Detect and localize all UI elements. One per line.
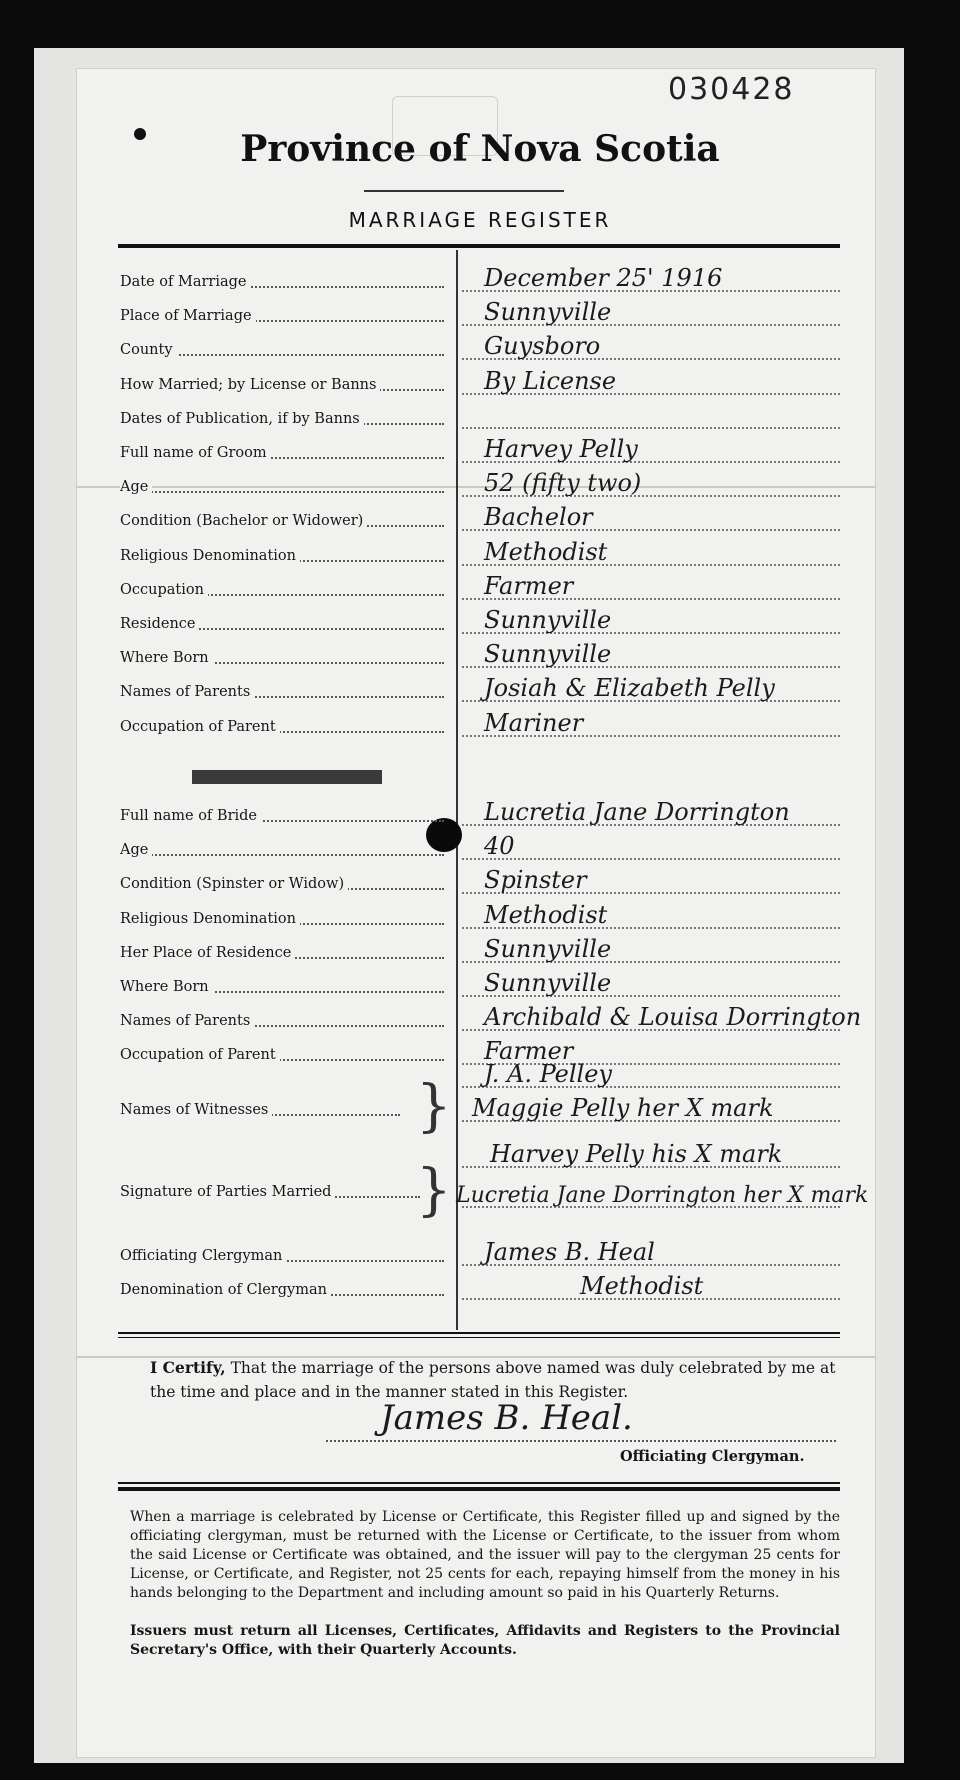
- certify-body: That the marriage of the persons above named was duly celebrated by me at the time and place and in the manner stated in this Register.: [150, 1359, 836, 1401]
- section-divider: [118, 1337, 840, 1338]
- field-label: Full name of Groom: [120, 445, 271, 461]
- field-value: Maggie Pelly her X mark: [472, 1094, 774, 1122]
- field-label: Residence: [120, 616, 199, 632]
- title-divider: [364, 190, 564, 192]
- field-row: [120, 366, 850, 399]
- field-value: Sunnyville: [484, 298, 612, 327]
- field-value: Methodist: [484, 900, 608, 929]
- field-value: Farmer: [484, 1037, 574, 1066]
- field-label: Occupation of Parent: [120, 719, 280, 735]
- field-value: December 25' 1916: [484, 264, 723, 292]
- field-value: Spinster: [484, 866, 587, 895]
- field-value: J. A. Pelley: [484, 1060, 612, 1088]
- field-row: [120, 971, 850, 1001]
- clergy-signature: James B. Heal.: [380, 1398, 633, 1438]
- field-label: Where Born: [120, 650, 213, 666]
- field-label: Occupation of Parent: [120, 1047, 280, 1063]
- field-row: [120, 934, 850, 967]
- field-label: Religious Denomination: [120, 548, 300, 564]
- field-label: County: [120, 342, 177, 358]
- field-row: [120, 676, 850, 706]
- certify-lead: I Certify,: [150, 1358, 226, 1377]
- field-row: [120, 334, 850, 364]
- field-row: [120, 571, 850, 604]
- field-row: [120, 505, 850, 535]
- field-value: 52 (fifty two): [484, 469, 642, 498]
- field-label: Occupation: [120, 582, 208, 598]
- footer-divider: [118, 1487, 840, 1491]
- field-clergy-denomination: [120, 1274, 850, 1304]
- header-divider: [118, 244, 840, 248]
- bride-section-bar: [192, 770, 382, 784]
- value-leader: [462, 427, 840, 429]
- field-value: Sunnyville: [484, 934, 612, 963]
- field-label: How Married; by License or Banns: [120, 377, 380, 393]
- page-title: Province of Nova Scotia: [240, 128, 720, 170]
- field-row: [120, 834, 850, 864]
- serial-number: 030428: [668, 72, 795, 107]
- field-value: Mariner: [484, 708, 584, 737]
- field-label: Age: [120, 479, 152, 495]
- field-value: Bachelor: [484, 503, 593, 532]
- field-row: [120, 403, 850, 433]
- certification-text: [150, 1356, 850, 1404]
- field-label: Condition (Spinster or Widow): [120, 876, 348, 892]
- label-leader: [120, 854, 444, 856]
- field-label: Where Born: [120, 979, 213, 995]
- label-leader: [120, 491, 444, 493]
- field-value: Harvey Pelly: [484, 435, 638, 463]
- field-row: [120, 900, 850, 933]
- field-row: [120, 300, 850, 330]
- field-row: [120, 266, 850, 296]
- field-row: [120, 608, 850, 638]
- footer-divider: [118, 1482, 840, 1484]
- field-row: [120, 800, 850, 830]
- field-value: Archibald & Louisa Dorrington: [484, 1003, 862, 1032]
- field-value: 40: [484, 832, 515, 861]
- field-label: Full name of Bride: [120, 808, 261, 824]
- field-value: Methodist: [484, 537, 608, 566]
- brace: }: [416, 1074, 452, 1139]
- field-row: [120, 1003, 862, 1035]
- field-value: Sunnyville: [484, 640, 612, 669]
- field-value: Lucretia Jane Dorrington: [484, 798, 790, 826]
- witness-line-1: [120, 1062, 850, 1092]
- field-label: Condition (Bachelor or Widower): [120, 513, 367, 529]
- field-value: Methodist: [580, 1272, 704, 1300]
- field-label: Names of Parents: [120, 684, 254, 700]
- page-subtitle: MARRIAGE REGISTER: [348, 208, 612, 232]
- return-notice: Issuers must return all Licenses, Certificates, Affidavits and Registers to the Provincial Secretary's Office, with their Quarterly Accounts.: [130, 1623, 840, 1658]
- field-value: Guysboro: [484, 332, 601, 361]
- field-label: Names of Witnesses: [120, 1102, 272, 1118]
- field-value: James B. Heal: [484, 1238, 655, 1266]
- field-label: Officiating Clergyman: [120, 1248, 286, 1264]
- instructions-paragraph: When a marriage is celebrated by License or Certificate, this Register filled up and signed by the officiating clergyman, must be returned with the License or Certificate, to the issuer from whom the said License or Certificate was obtained, and the issuer will pay to the clergyman 25 cents for License, or Certificate, and Register, not 25 cents for each, repaying himself from the money in his hands belonging to the Department and including amount so paid in his Quarterly Returns.: [130, 1509, 840, 1601]
- field-value: Harvey Pelly his X mark: [490, 1140, 783, 1168]
- field-label: Names of Parents: [120, 1013, 254, 1029]
- field-label: Date of Marriage: [120, 274, 251, 290]
- field-row: [120, 471, 850, 501]
- field-value: By License: [484, 366, 617, 395]
- value-leader: [462, 858, 840, 860]
- field-row: [120, 868, 850, 898]
- field-label: Denomination of Clergyman: [120, 1282, 331, 1298]
- signature-caption: Officiating Clergyman.: [620, 1448, 805, 1465]
- field-value: Sunnyville: [484, 969, 612, 997]
- field-row: [120, 537, 850, 570]
- field-row: [120, 642, 850, 672]
- field-label: Signature of Parties Married: [120, 1184, 335, 1200]
- field-value: Josiah & Elizabeth Pelly: [484, 674, 775, 703]
- field-label: Her Place of Residence: [120, 945, 295, 961]
- brace: }: [416, 1158, 452, 1223]
- signature-line: [326, 1440, 836, 1442]
- field-row: [120, 708, 850, 741]
- field-value: Lucretia Jane Dorrington her X mark: [456, 1183, 869, 1208]
- field-value: Farmer: [484, 571, 574, 600]
- field-label: Age: [120, 842, 152, 858]
- field-row: [120, 437, 850, 467]
- section-divider: [118, 1332, 840, 1334]
- field-label: Place of Marriage: [120, 308, 256, 324]
- field-officiating-clergyman: [120, 1240, 850, 1270]
- field-label: Dates of Publication, if by Banns: [120, 411, 364, 427]
- party-line-1: [120, 1142, 850, 1172]
- field-value: Sunnyville: [484, 606, 612, 634]
- field-label: Religious Denomination: [120, 911, 300, 927]
